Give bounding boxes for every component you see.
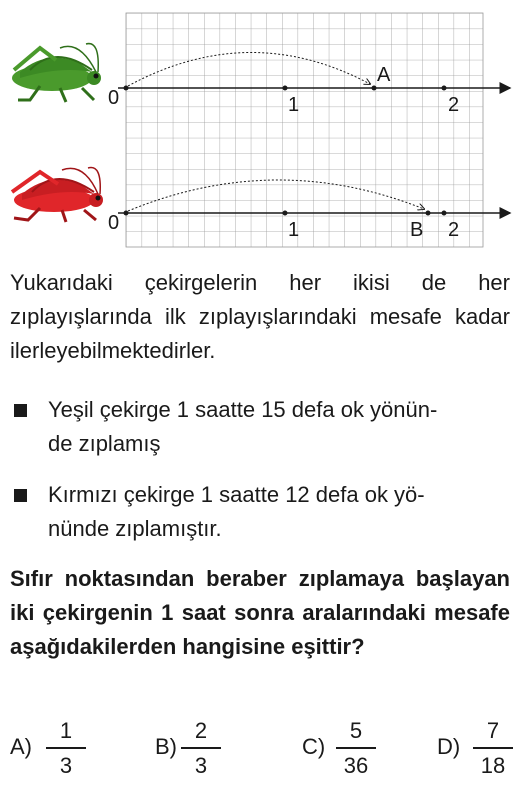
denominator: 3 [194, 753, 208, 778]
option-fraction [181, 716, 221, 782]
denominator: 3 [59, 753, 73, 778]
fraction-bar [181, 747, 221, 749]
fraction-bar [46, 747, 86, 749]
numerator: 7 [486, 718, 500, 743]
point-one-1 [283, 86, 288, 91]
bullet-red [10, 478, 510, 546]
option-fraction [336, 716, 376, 782]
label-one-1: 1 [288, 94, 300, 116]
point-zero-1 [124, 86, 129, 91]
numerator: 2 [194, 718, 208, 743]
option-fraction [473, 716, 513, 782]
number-line-figure [0, 0, 520, 250]
label-one-2: 1 [288, 219, 300, 241]
intro-paragraph: Yukarıdaki çekirgelerin her ikisi de her zıplayışlarında ilk zıplayışlarındaki mesafe kadar ilerleyebilmektedirler. [10, 270, 510, 363]
label-a: A [377, 64, 391, 86]
bullet-line: Yeşil çekirge 1 saatte 15 defa ok yönün- [48, 397, 438, 422]
label-zero-1: 0 [108, 87, 120, 109]
point-one-2 [283, 211, 288, 216]
option-label: D) [437, 734, 461, 759]
label-b: B [410, 219, 424, 241]
fraction-bar [336, 747, 376, 749]
numerator: 5 [349, 718, 363, 743]
option-label: B) [155, 734, 177, 759]
point-two-2 [442, 211, 447, 216]
square-bullet-icon [14, 489, 27, 502]
denominator: 18 [480, 753, 506, 778]
option-label: C) [302, 734, 326, 759]
question-text: Sıfır noktasından beraber zıplamaya başlayan iki çekirgenin 1 saat sonra aralarındaki mesafe aşağıdakilerden hangisine eşittir? [10, 566, 510, 659]
point-a [372, 86, 377, 91]
numerator: 1 [59, 718, 73, 743]
option-fraction [46, 716, 86, 782]
fraction-bar [473, 747, 513, 749]
point-b [426, 211, 431, 216]
point-zero-2 [124, 211, 129, 216]
label-zero-2: 0 [108, 212, 120, 234]
bullet-line: Kırmızı çekirge 1 saatte 12 defa ok yö- [48, 482, 425, 507]
label-two-1: 2 [448, 94, 460, 116]
bullet-green [10, 393, 510, 461]
denominator: 36 [343, 753, 369, 778]
green-grasshopper-icon [12, 44, 101, 102]
square-bullet-icon [14, 404, 27, 417]
point-two-1 [442, 86, 447, 91]
label-two-2: 2 [448, 219, 460, 241]
red-grasshopper-icon [12, 168, 103, 222]
option-label: A) [10, 734, 32, 759]
bullet-line: de zıplamış [48, 431, 161, 456]
bullet-line: nünde zıplamıştır. [48, 516, 222, 541]
